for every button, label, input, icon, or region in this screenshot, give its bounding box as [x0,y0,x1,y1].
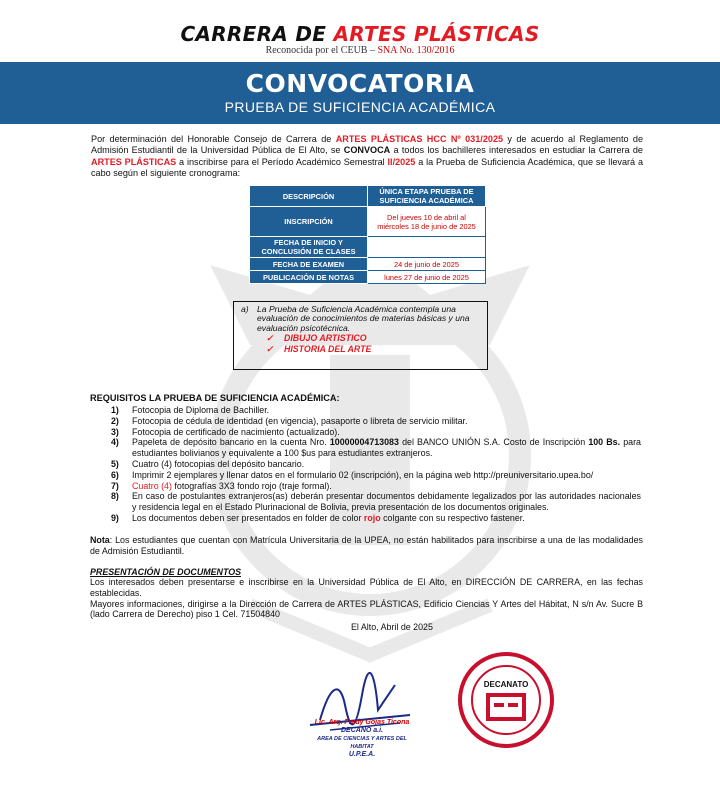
list-item: 3) Fotocopia de certificado de nacimiento (actualizado). [111,426,340,437]
schedule-head-description: DESCRIPCIÓN [250,186,368,207]
list-item: 5) Cuatro (4) fotocopias del depósito bancario. [111,458,305,469]
banner-title: CONVOCATORIA [245,69,475,98]
presentation-title: PRESENTACIÓN DE DOCUMENTOS [90,567,242,577]
schedule-row-value: lunes 27 de junio de 2025 [368,271,486,284]
career-title: CARRERA DE ARTES PLÁSTICAS [180,22,540,46]
schedule-row-value: Del jueves 10 de abril al miércoles 18 de junio de 2025 [368,207,486,237]
requirements-list [111,405,641,524]
exam-content-note [233,301,488,370]
schedule-row-value [368,237,486,258]
decanato-seal [456,650,556,750]
list-item: 2) Fotocopia de cédula de identidad (en vigencia), pasaporte o libreta de servicio militar. [111,415,468,426]
schedule-row [250,271,486,284]
seal-label: DECANATO [483,680,529,689]
intro-paragraph: Por determinación del Honorable Consejo de Carrera de ARTES PLÁSTICAS HCC Nº 031/2025 y de acuerdo al Reglamento de Admisión Estudiantil de la Universidad Pública de El Alto, se CONVOCA a todos los bachilleres interesados en estudiar la Carrera de ARTES PLÁSTICAS a inscribirse para el Período Académico Semestral II/2025 a la Prueba de Suficiencia Académica, que se llevará a cabo según el siguiente cronograma: [91,134,644,179]
nota-paragraph: Nota: Los estudiantes que cuentan con Matrícula Universitaria de la UPEA, no están habilitados para inscribirse a una de las modalidades de Admisión Estudiantil. [90,535,643,556]
list-item: 9) Los documentos deben ser presentados en folder de color rojo colgante con su respectivo fastener. [111,512,525,523]
issue-date: El Alto, Abril de 2025 [351,622,433,632]
banner-subtitle: PRUEBA DE SUFICIENCIA ACADÉMICA [224,99,496,115]
list-item: 1) Fotocopia de Diploma de Bachiller. [111,405,270,415]
subject-item: ✓ HISTORIA DEL ARTE [266,343,372,354]
schedule-row-label: FECHA DE INICIO Y CONCLUSIÓN DE CLASES [250,237,368,258]
schedule-row [250,237,486,258]
schedule-row-label: FECHA DE EXAMEN [250,258,368,271]
schedule-row [250,207,486,237]
subject-item: ✓ DIBUJO ARTISTICO [266,333,367,344]
list-item: 7) Cuatro (4) fotografías 3X3 fondo rojo (traje formal). [111,480,332,491]
signatory-block: Lic. Arq. Fredy Gojas Ticona DECANO a.i. AREA DE CIENCIAS Y ARTES DEL HABITAT U.P.E.A. [314,719,410,758]
list-item: 4) Papeleta de depósito bancario en la cuenta Nro. 10000004713083 del BANCO UNIÓN S.A. Costo de Inscripción 100 Bs. para estudiantes bolivianos y equivalente a 100 $us para estudiantes extranjeros. [111,437,641,459]
schedule-header-row [250,186,486,207]
schedule-row-label: PUBLICACIÓN DE NOTAS [250,271,368,284]
accreditation-subtitle: Reconocida por el CEUB – SNA No. 130/2016 [265,45,455,56]
list-item: 6) Imprimir 2 ejemplares y llenar datos en el formulario 02 (inscripción), en la página web http://preuniversitario.upea.bo/ [111,469,594,480]
requirements-title: REQUISITOS LA PRUEBA DE SUFICIENCIA ACADÉMICA: [90,393,340,403]
list-item: 8) En caso de postulantes extranjeros(as) deberán presentar documentos debidamente legalizados por las autoridades nacionales y residencia legal en el Estado Plurinacional de Bolivia, previa presentación de los documentos originales. [111,491,641,513]
check-icon: ✓ [266,343,274,354]
schedule-head-stage: ÚNICA ETAPA PRUEBA DE SUFICIENCIA ACADÉMICA [368,186,486,207]
presentation-text: Los interesados deben presentarse e inscribirse en la Universidad Pública de El Alto, en DIRECCIÓN DE CARRERA, en las fechas establecidas. Mayores informaciones, dirigirse a la Dirección de Carrera de ARTES PLÁSTICAS, Edificio Ciencias Y Artes del Hábitat, N s/n Av. Sucre B (lado Carrera de Derecho) piso 1 Cel. 71504840 [90,577,643,620]
schedule-row-label: INSCRIPCIÓN [250,207,368,237]
note-marker: a) [241,304,249,314]
schedule-table [249,185,486,284]
check-icon: ✓ [266,333,274,344]
announcement-banner [0,62,720,124]
note-text: La Prueba de Suficiencia Académica contempla una evaluación de conocimientos de materias básicas y una evaluación psicotécnica. [257,304,470,333]
schedule-row [250,258,486,271]
schedule-row-value: 24 de junio de 2025 [368,258,486,271]
